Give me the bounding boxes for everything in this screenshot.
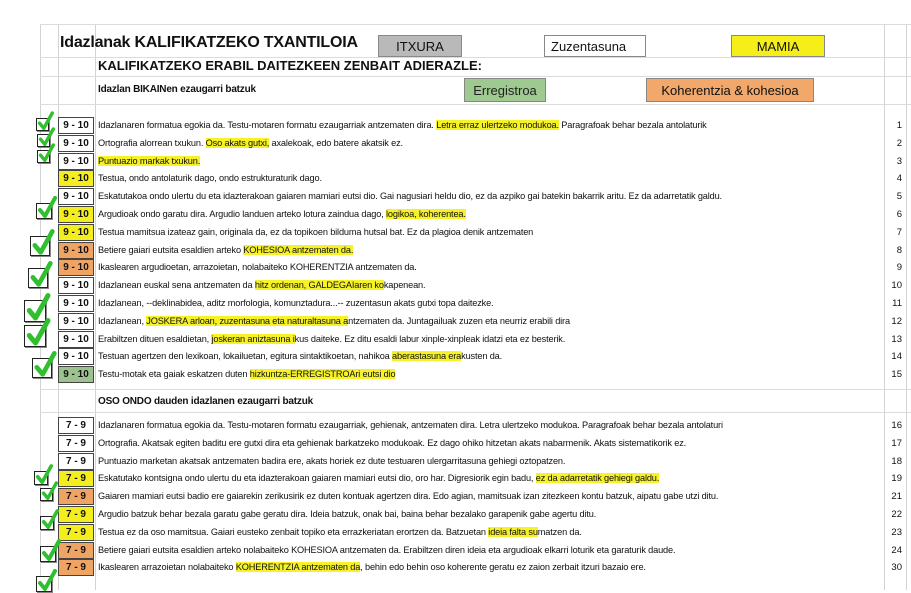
- criterion-text: [98, 259, 868, 276]
- highlighted-text: logikoa, koherentea.: [386, 209, 466, 219]
- row-number: 30: [891, 562, 902, 574]
- criterion-text: [98, 506, 868, 523]
- criterion-text: [98, 488, 868, 505]
- criterion-text-part: Ikaslearen arrazoietan nolabaiteko: [98, 562, 236, 573]
- criterion-text-part: Argudio batzuk behar bezala garatu gabe geratu dira. Ideia batzuk, onak bai, baina behar bezalako garapenik gabe agertu ditu.: [98, 509, 597, 519]
- score-cell: 9 - 10: [58, 313, 94, 330]
- table-row: [58, 331, 910, 348]
- score-cell: 7 - 9: [58, 417, 94, 434]
- criterion-text: [98, 470, 868, 487]
- row-number: 1: [896, 120, 902, 131]
- criterion-text: [98, 295, 868, 312]
- table-row: [58, 348, 910, 365]
- score-cell: 9 - 10: [58, 135, 94, 152]
- criterion-text: [98, 224, 868, 241]
- row-number: 21: [891, 491, 902, 503]
- checkmark-icon: [28, 268, 48, 288]
- score-cell: 9 - 10: [58, 117, 94, 134]
- score-cell: 9 - 10: [58, 259, 94, 276]
- table-row: [58, 170, 910, 187]
- score-cell: 7 - 9: [58, 488, 94, 505]
- table-row: [58, 559, 910, 576]
- criterion-text: [98, 206, 868, 223]
- row-number: 10: [891, 280, 902, 292]
- grid-row-line: [40, 24, 911, 25]
- score-cell: 7 - 9: [58, 542, 94, 559]
- table-row: [58, 259, 910, 276]
- criterion-text-part: Idazlanaren formatua egokia da. Testu-motaren formatu ezaugarriak antzematen dira.: [98, 120, 437, 130]
- score-cell: 7 - 9: [58, 470, 94, 487]
- criterion-text-part: kus daiteke. Ez ditu esaldi labur xinple-xinpleak idatzi eta ez besterik.: [294, 333, 566, 344]
- score-cell: 9 - 10: [58, 277, 94, 294]
- score-cell: 9 - 10: [58, 295, 94, 312]
- criterion-text-part: Testua mamitsua izateaz gain, originala da, ez da topikoen bilduma hutsal bat. Ez da plagioa denik antzematen: [98, 226, 534, 237]
- highlighted-text: joskeran aniztasuna i: [211, 333, 295, 344]
- criterion-text-part: Paragrafoak behar bezala antolaturik: [558, 120, 707, 130]
- score-cell: 9 - 10: [58, 170, 94, 187]
- criterion-text: [98, 153, 868, 170]
- table-row: [58, 153, 910, 170]
- section-heading-bikain: Idazlan BIKAINen ezaugarri batzuk: [98, 84, 256, 95]
- score-cell: 9 - 10: [58, 242, 94, 259]
- table-row: [58, 188, 910, 205]
- highlighted-text: ideia falta su: [488, 526, 538, 537]
- grid-row-line: [40, 389, 911, 390]
- score-cell: 9 - 10: [58, 348, 94, 365]
- table-row: [58, 242, 910, 259]
- criterion-text: [98, 453, 868, 470]
- criterion-text-part: Eskatutakoa ondo ulertu du eta idazterakoan gaiaren mamiari eutsi dio. Gai nagusiari heldu dio, ez da azpiko gai batekin bakarrik aritu. Ez da adarretatik galdu.: [98, 191, 722, 202]
- row-number: 22: [891, 509, 902, 520]
- criterion-text: [98, 417, 868, 434]
- row-number: 13: [891, 333, 902, 345]
- grid-row-line: [40, 104, 911, 105]
- tag-koherentzia: Koherentzia & kohesioa: [646, 78, 814, 102]
- row-number: 2: [896, 137, 902, 149]
- criterion-text-part: Gaiaren mamiari eutsi badio ere gaiarekin zerikusirik ez duten kontuak agertzen dira. Edo agian, mamitsuak izan zitezkeen kontu batzuk, aipatu gabe utzi ditu.: [98, 491, 719, 502]
- criterion-text-part: Puntuazio marketan akatsak antzematen badira ere, akats horiek ez dute testuaren ulergarritasuna gehiegi oztopatzen.: [98, 455, 566, 466]
- table-row: [58, 506, 910, 523]
- section-heading-oso-ondo: OSO ONDO dauden idazlanen ezaugarri batzuk: [98, 396, 313, 407]
- criterion-text-part: kapenean.: [383, 280, 426, 291]
- checkmark-icon: [37, 150, 50, 163]
- highlighted-text: hizkuntza-ERREGISTROAri eutsi dio: [249, 369, 396, 380]
- criterion-text-part: axalekoak, edo batere akatsik ez.: [269, 137, 403, 148]
- score-cell: 7 - 9: [58, 506, 94, 523]
- page-title: Idazlanak KALIFIKATZEKO TXANTILOIA: [60, 34, 358, 51]
- row-number: 6: [896, 209, 902, 220]
- row-number: 19: [891, 473, 902, 485]
- criterion-text-part: Idazlanean euskal sena antzematen da: [98, 280, 255, 291]
- row-number: 7: [896, 226, 902, 238]
- table-row: [58, 224, 910, 241]
- criterion-text-part: Testuan agertzen den lexikoan, lokailuetan, egitura sintaktikoetan, nahikoa: [98, 351, 393, 362]
- row-number: 17: [891, 437, 902, 449]
- table-row: [58, 470, 910, 487]
- criterion-text: [98, 348, 868, 365]
- criterion-text: [98, 135, 868, 152]
- criterion-text-part: Testu-motak eta gaiak eskatzen duten: [98, 369, 250, 380]
- row-number: 15: [891, 369, 902, 381]
- page-subtitle: KALIFIKATZEKO ERABIL DAITEZKEEN ZENBAIT ADIERAZLE:: [98, 58, 482, 73]
- highlighted-text: KOHESIOA antzematen da.: [243, 244, 354, 255]
- row-number: 12: [891, 315, 902, 327]
- highlighted-text: hitz ordenan, GALDEGAIaren ko: [254, 280, 384, 291]
- criterion-text: [98, 188, 868, 205]
- score-cell: 7 - 9: [58, 559, 94, 576]
- score-cell: 9 - 10: [58, 188, 94, 205]
- row-number: 4: [896, 173, 902, 185]
- checkmark-icon: [30, 236, 50, 256]
- criterion-text: [98, 331, 868, 348]
- table-row: [58, 206, 910, 223]
- criterion-text-part: Betiere gaiari eutsita esaldien arteko: [98, 244, 244, 255]
- criterion-text: [98, 277, 868, 294]
- score-cell: 7 - 9: [58, 453, 94, 470]
- row-number: 18: [891, 455, 902, 467]
- row-number: 5: [896, 191, 902, 203]
- score-cell: 9 - 10: [58, 366, 94, 383]
- criterion-text: [98, 313, 868, 330]
- highlighted-text: ez da adarretatik gehiegi galdu.: [535, 473, 660, 484]
- table-row: [58, 277, 910, 294]
- row-number: 14: [891, 351, 902, 363]
- table-row: [58, 117, 910, 134]
- criterion-text: [98, 542, 868, 559]
- criterion-text-part: kusten da.: [461, 351, 503, 362]
- criterion-text: [98, 524, 868, 541]
- table-row: [58, 417, 910, 434]
- criterion-text-part: , behin edo behin oso koherente geratu ez zaion zerbait itzuri bazaio ere.: [360, 562, 646, 573]
- criterion-text-part: Argudioak ondo garatu dira. Argudio landuen arteko lotura zaindua dago,: [98, 209, 387, 219]
- criterion-text-part: Ortografia. Akatsak egiten baditu ere gutxi dira eta gehienak barkatzeko modukoak. Ez dago ohiko hitzetan akats nabarmenik. Akats sistematikorik ez.: [98, 437, 687, 448]
- criterion-text-part: Ikaslearen argudioetan, arrazoietan, nolabaiteko KOHERENTZIA antzematen da.: [98, 262, 417, 273]
- criterion-text-part: Eskatutako kontsigna ondo ulertu du eta idazterakoan gaiaren mamiari eutsi dio, oro har. Digresiorik egin badu,: [98, 473, 536, 484]
- checkmark-icon: [40, 546, 56, 562]
- criterion-text-part: matzen da.: [537, 526, 582, 537]
- table-row: [58, 366, 910, 383]
- grid-row-line: [40, 76, 911, 77]
- score-cell: 9 - 10: [58, 331, 94, 348]
- criterion-text-part: Erabiltzen dituen esaldietan,: [98, 333, 212, 344]
- criterion-text-part: Idazlanean, --deklinabidea, aditz morfologia, komunztadura...-- zuzentasun akats gutxi topa daitezke.: [98, 298, 494, 308]
- table-row: [58, 542, 910, 559]
- tag-itxura: ITXURA: [378, 35, 462, 57]
- score-cell: 9 - 10: [58, 153, 94, 170]
- checkmark-icon: [24, 325, 46, 347]
- criterion-text-part: Testua ez da oso mamitsua. Gaiari eusteko zenbait topiko eta errazkeriatan erortzen da. Batzuetan: [98, 526, 489, 537]
- checkmark-icon: [32, 358, 52, 378]
- tag-mamia: MAMIA: [731, 35, 825, 57]
- row-number: 23: [891, 526, 902, 538]
- criterion-text-part: ntzematen da. Juntagailuak zuzen eta neurriz erabili dira: [348, 315, 570, 326]
- highlighted-text: Puntuazio markak txukun.: [98, 155, 201, 166]
- highlighted-text: JOSKERA arloan, zuzentasuna eta naturaltasuna a: [146, 315, 349, 326]
- table-row: [58, 524, 910, 541]
- grid-row-line: [40, 412, 911, 413]
- table-row: [58, 313, 910, 330]
- score-cell: 7 - 9: [58, 435, 94, 452]
- table-row: [58, 135, 910, 152]
- criterion-text: [98, 242, 868, 259]
- highlighted-text: aberastasuna era: [392, 351, 462, 362]
- row-number: 24: [891, 544, 902, 556]
- score-cell: 7 - 9: [58, 524, 94, 541]
- criterion-text-part: Idazlanaren formatua egokia da. Testu-motaren formatu ezaugarriak, gehienak, antzematen dira. Letra ulertzeko modukoa. Paragrafoak behar bezala antolaturi: [98, 420, 723, 430]
- criterion-text: [98, 559, 868, 576]
- checkmark-icon: [40, 488, 53, 501]
- criterion-text: [98, 117, 868, 134]
- highlighted-text: KOHERENTZIA antzematen da: [235, 562, 361, 573]
- criterion-text: [98, 366, 868, 383]
- criterion-text: [98, 170, 868, 187]
- tag-erregistroa: Erregistroa: [464, 78, 546, 102]
- highlighted-text: Letra erraz ulertzeko modukoa.: [436, 120, 559, 130]
- score-cell: 9 - 10: [58, 224, 94, 241]
- tag-zuzentasuna: Zuzentasuna: [544, 35, 646, 57]
- criterion-text: [98, 435, 868, 452]
- criterion-text-part: Betiere gaiari eutsita esaldien arteko nolabaiteko KOHESIOA antzematen da. Erabiltzen diren ideia eta argudioak elkarri loturik eta garaturik daude.: [98, 544, 676, 555]
- row-number: 3: [896, 155, 902, 167]
- table-row: [58, 435, 910, 452]
- table-row: [58, 453, 910, 470]
- table-row: [58, 295, 910, 312]
- criterion-text-part: Idazlanean,: [98, 315, 147, 326]
- criterion-text-part: Testua, ondo antolaturik dago, ondo estrukturaturik dago.: [98, 173, 322, 184]
- criterion-text-part: Ortografia alorrean txukun.: [98, 137, 206, 148]
- checkmark-icon: [40, 516, 54, 530]
- row-number: 16: [891, 420, 902, 431]
- row-number: 9: [896, 262, 902, 274]
- table-row: [58, 488, 910, 505]
- row-number: 8: [896, 244, 902, 256]
- score-cell: 9 - 10: [58, 206, 94, 223]
- highlighted-text: Oso akats gutxi,: [205, 137, 270, 148]
- checkmark-icon: [36, 203, 52, 219]
- row-number: 11: [892, 298, 902, 309]
